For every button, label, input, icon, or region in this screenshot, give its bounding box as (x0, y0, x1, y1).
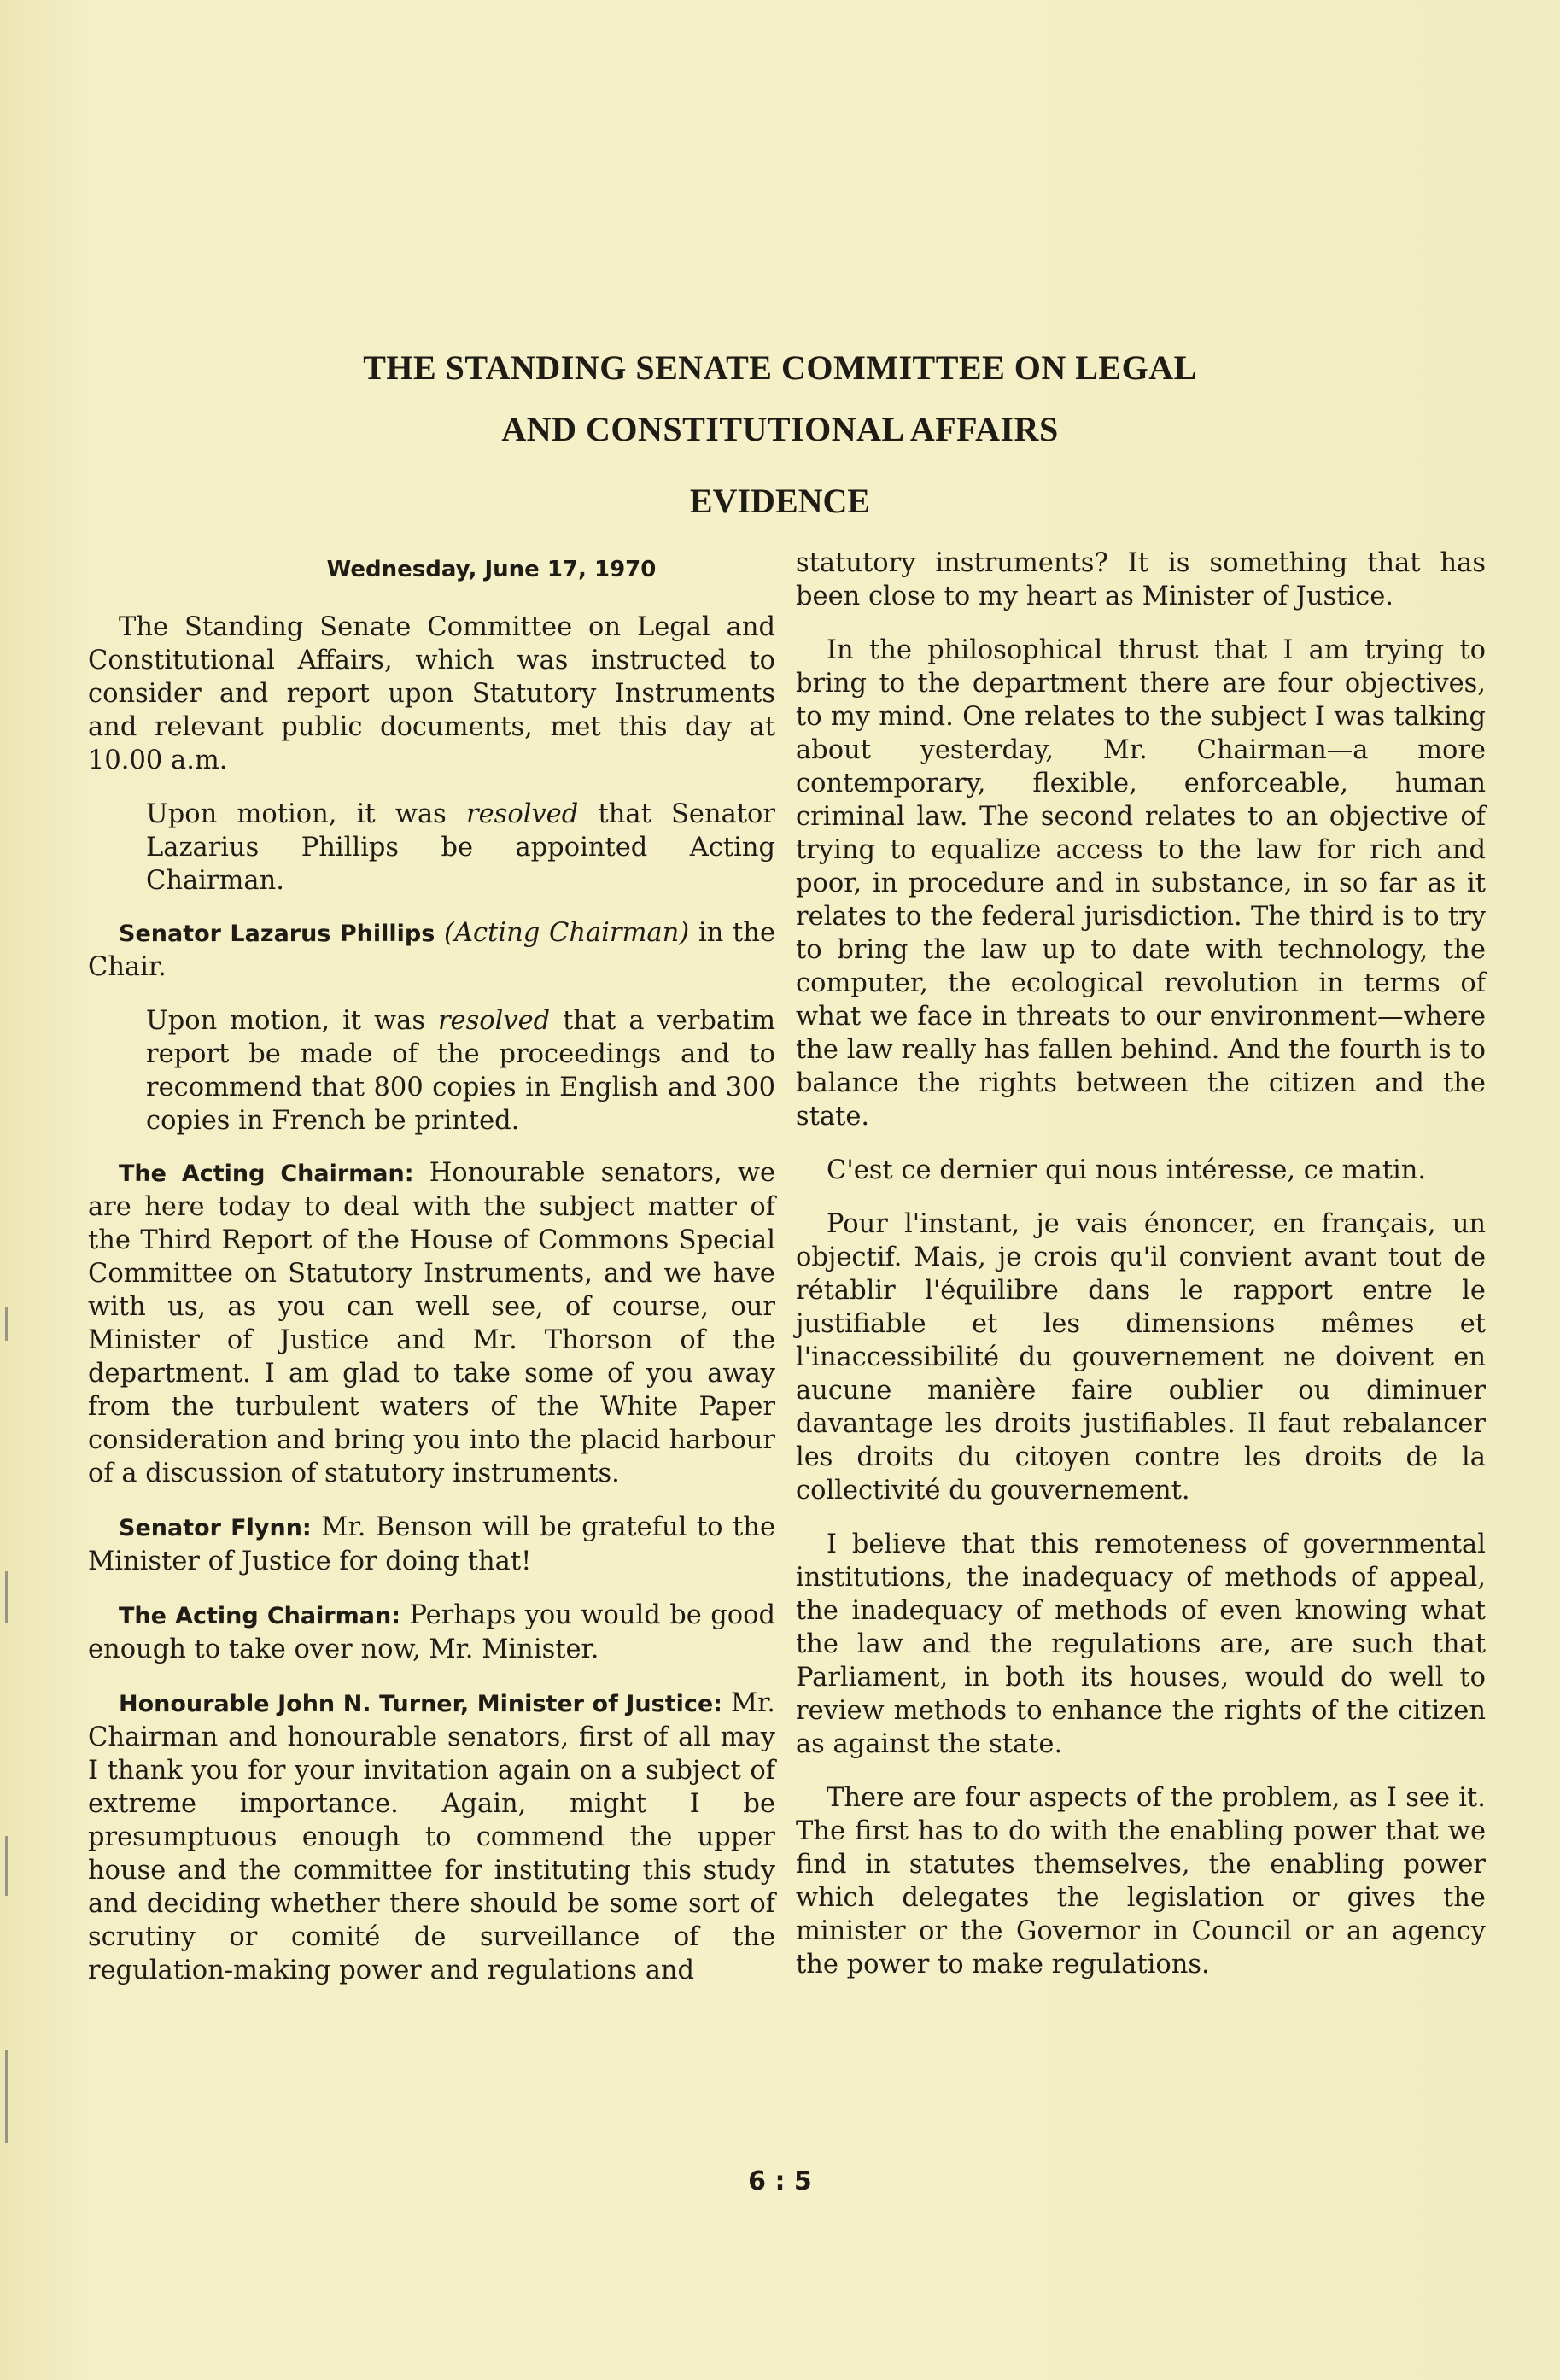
section-title: EVIDENCE (689, 482, 871, 520)
heading-block (0, 337, 1560, 521)
speech-paragraph: The Acting Chairman: Perhaps you would be good enough to take over now, Mr. Minister. (88, 1600, 775, 1664)
speech-paragraph: Honourable John N. Turner, Minister of Justice: Mr. Chairman and honourable senators, first of all may I thank you for your invitation again on a subject of extreme importance. Again, might I be presumptuous enough to commend the upper house and the committee for instituting this study and deciding whether there should be some sort of scrutiny or comité de surveillance of the regulation-making power and regulations and (88, 1688, 775, 1985)
left-column (88, 553, 775, 2008)
gutter-mark (5, 1836, 8, 1896)
speaker-name: Honourable John N. Turner, Minister of Justice: (119, 1691, 722, 1717)
paragraph: Pour l'instant, je vais énoncer, en français, un objectif. Mais, je crois qu'il convient avant tout de rétablir l'équilibre dans le rapport entre le justifiable et les dimensions mêmes et l'inaccessibilité du gouvernement ne doivent en aucune manière faire oublier ou diminuer davantage les droits justifiables. Il faut rebalancer les droits du citoyen contre les droits de la collectivité du gouvernement. (796, 1209, 1486, 1506)
paragraph: statutory instruments? It is something that has been close to my heart as Minister of Justice. (796, 548, 1486, 611)
speech-paragraph: Senator Flynn: Mr. Benson will be grateful to the Minister of Justice for doing that! (88, 1512, 775, 1576)
right-column (796, 547, 1486, 2002)
paragraph: C'est ce dernier qui nous intéresse, ce matin. (827, 1155, 1427, 1185)
speaker-name: The Acting Chairman: (119, 1161, 414, 1187)
meeting-date: Wednesday, June 17, 1970 (326, 557, 657, 582)
speaker-name: Senator Flynn: (119, 1515, 312, 1541)
committee-title-line-1: THE STANDING SENATE COMMITTEE ON LEGAL (363, 348, 1197, 387)
paragraph: There are four aspects of the problem, as I see it. The first has to do with the enabling power that we find in statutes themselves, the enabling power which delegates the legislation or gives the minister or the Governor in Council or an agency the power to make regulations. (796, 1783, 1486, 1979)
gutter-mark (5, 2050, 8, 2143)
page-number: 6 : 5 (748, 2167, 812, 2196)
speech-paragraph: The Acting Chairman: Honourable senators, we are here today to deal with the subject matter of the Third Report of the House of Commons Special Committee on Statutory Instruments, and we have with us, as you can well see, of course, our Minister of Justice and Mr. Thorson of the department. I am glad to take some of you away from the turbulent waters of the White Paper consideration and bring you into the placid harbour of a discussion of statutory instruments. (88, 1158, 775, 1488)
paragraph: I believe that this remoteness of governmental institutions, the inadequacy of methods of appeal, the inadequacy of methods of even knowing what the law and the regulations are, are such that Parliament, in both its houses, would do well to review methods to enhance the rights of the citizen as against the state. (796, 1529, 1486, 1759)
gutter-mark (5, 1307, 8, 1341)
paragraph: In the philosophical thrust that I am trying to bring to the department there are four objectives, to my mind. One relates to the subject I was talking about yesterday, Mr. Chairman—a more contemporary, flexible, enforceable, human criminal law. The second relates to an objective of trying to equalize access to the law for rich and poor, in procedure and in substance, in so far as it relates to the federal jurisdiction. The third is to try to bring the law up to date with technology, the computer, the ecological revolution in terms of what we face in threats to our environment—where the law really has fallen behind. And the fourth is to balance the rights between the citizen and the state. (796, 635, 1486, 1132)
motion-paragraph: Upon motion, it was resolved that a verbatim report be made of the proceedings and to recommend that 800 copies in English and 300 copies in French be printed. (146, 1006, 775, 1136)
chair-paragraph: Senator Lazarus Phillips (Acting Chairman) in the Chair. (88, 918, 775, 982)
committee-title-line-2: AND CONSTITUTIONAL AFFAIRS (501, 410, 1059, 448)
opening-paragraph: The Standing Senate Committee on Legal and Constitutional Affairs, which was instructed to consider and report upon Statutory Instruments and relevant public documents, met this day at 10.00 a.m. (88, 612, 775, 775)
speaker-name: Senator Lazarus Phillips (119, 921, 435, 947)
motion-paragraph: Upon motion, it was resolved that Senator Lazarius Phillips be appointed Acting Chairman. (146, 799, 776, 896)
gutter-mark (5, 1571, 8, 1623)
speaker-name: The Acting Chairman: (119, 1603, 401, 1629)
